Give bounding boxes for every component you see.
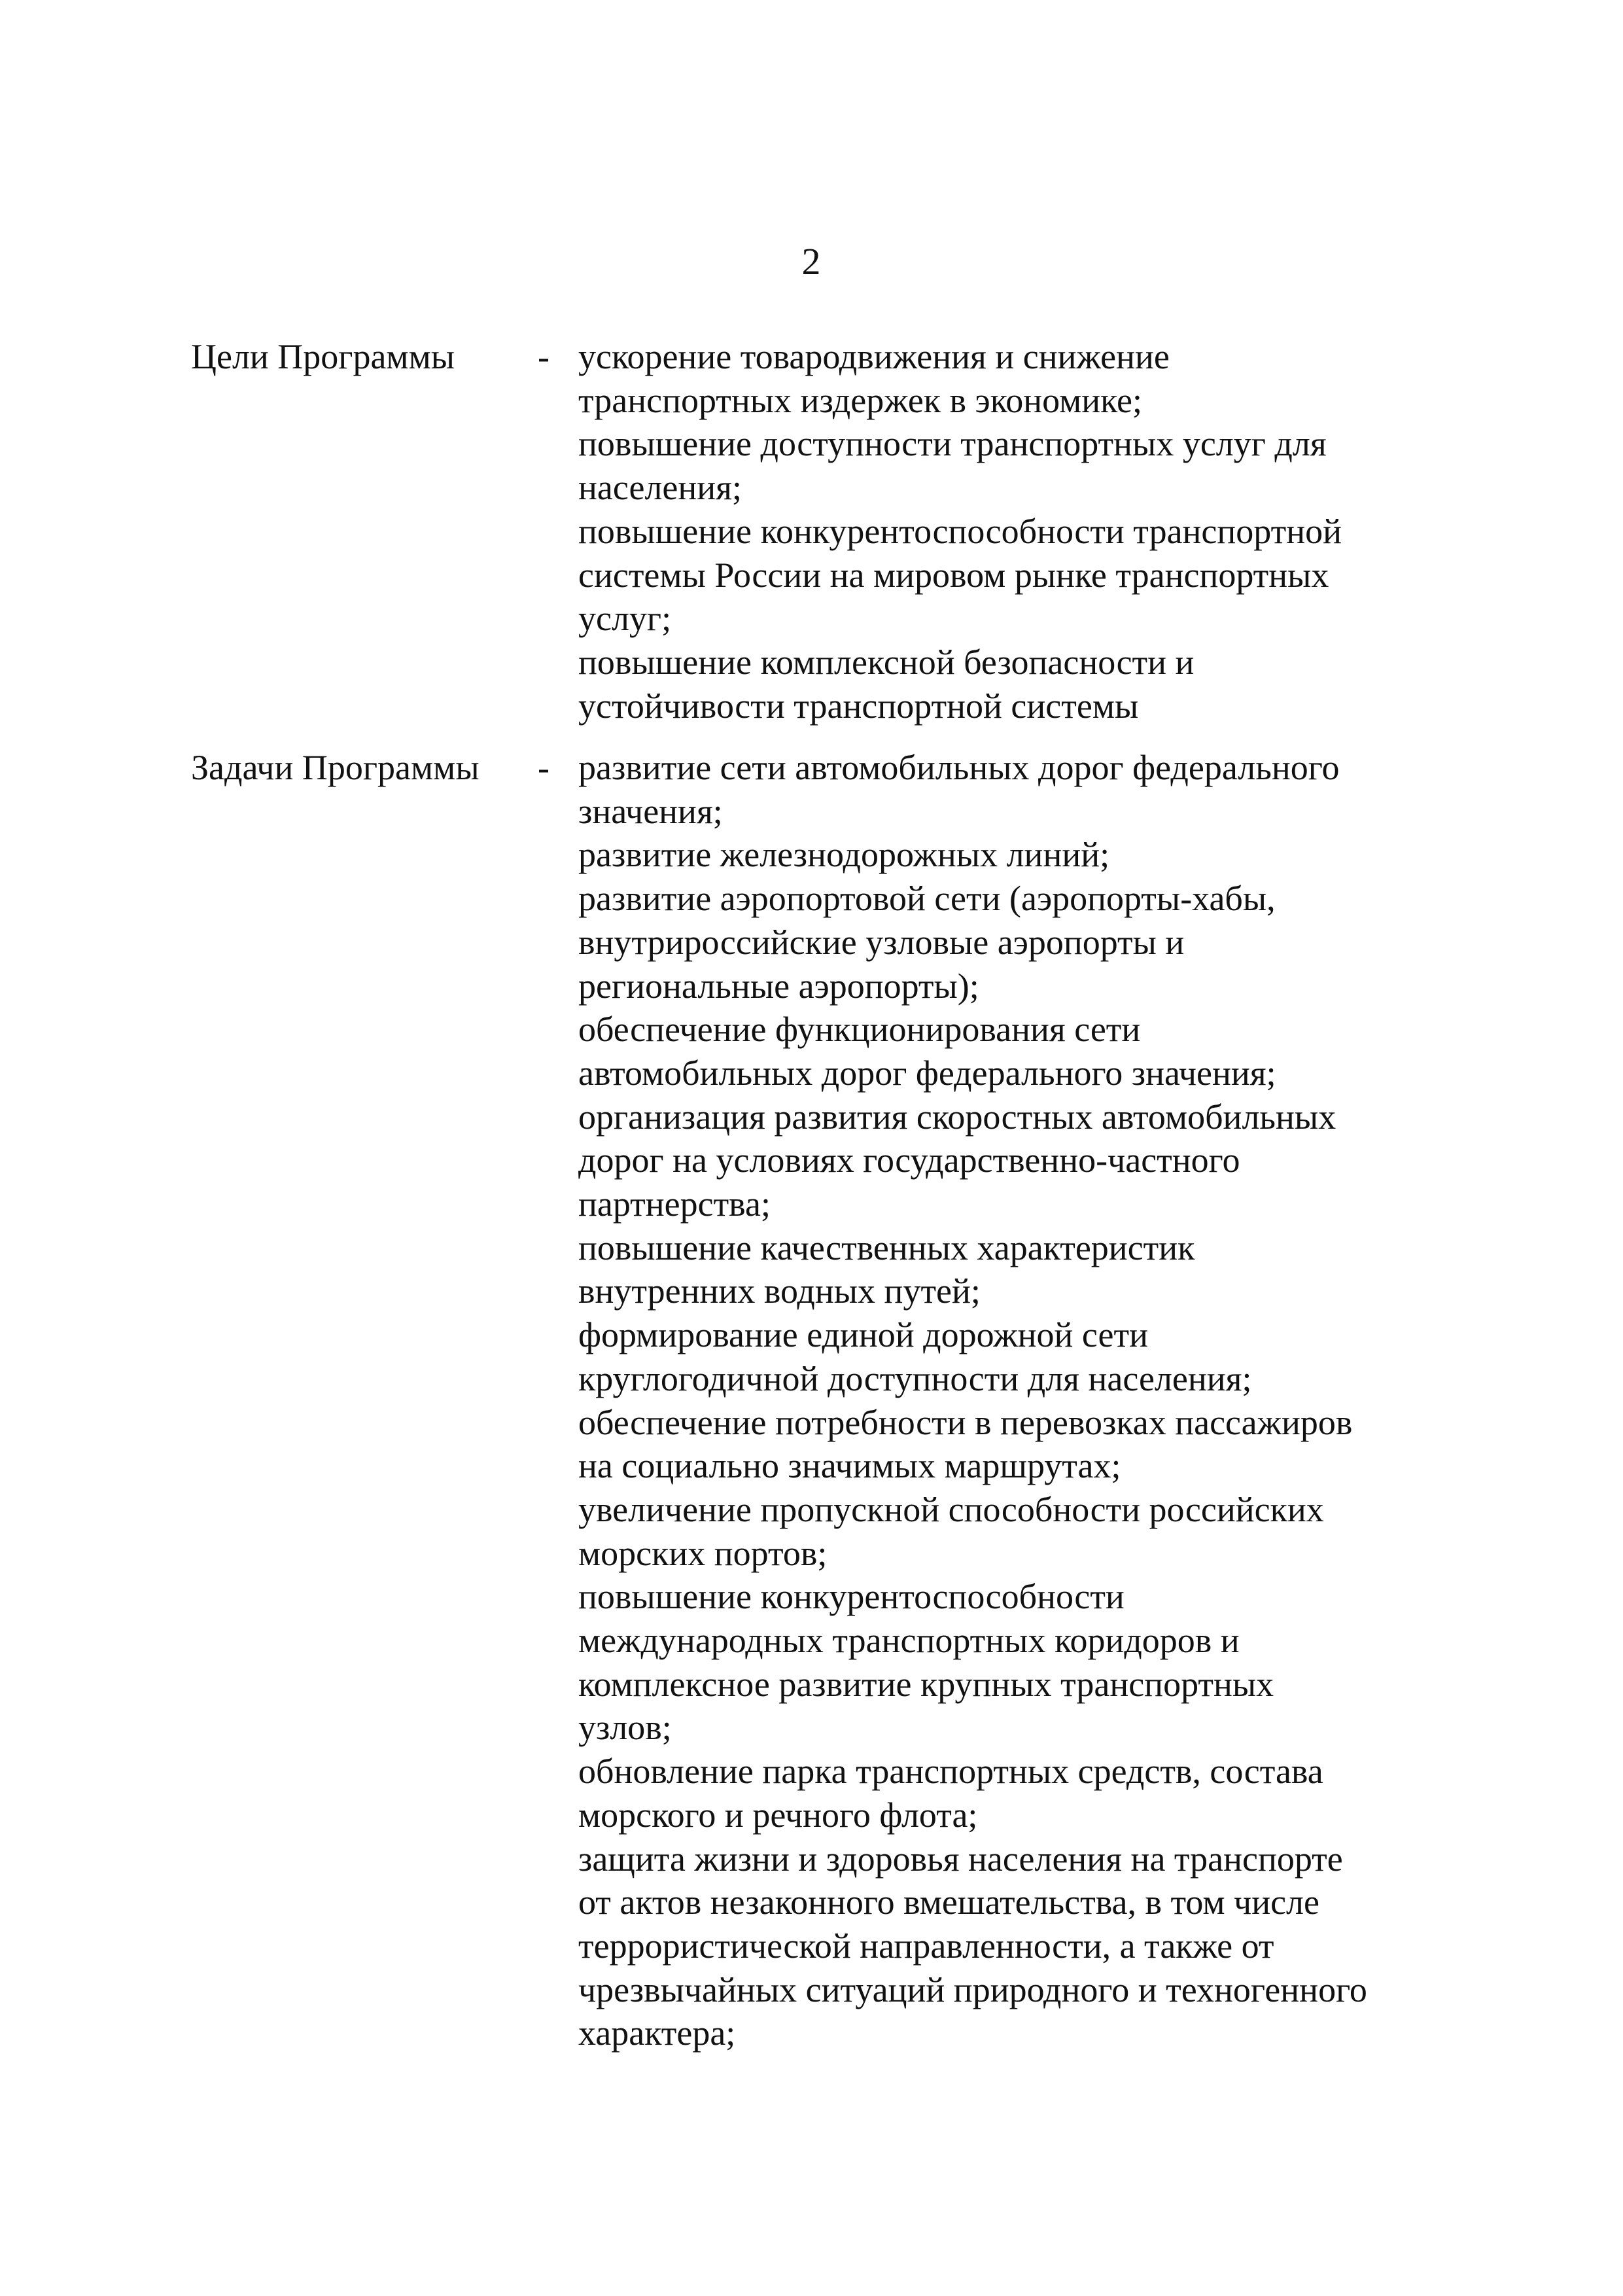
program-goals-label: Цели Программы xyxy=(191,337,455,376)
program-tasks-line: обеспечение функционирования сети xyxy=(578,1010,1141,1050)
program-tasks-line: террористической направленности, а также от xyxy=(578,1926,1274,1966)
program-tasks-line: на социально значимых маршрутах; xyxy=(578,1446,1121,1486)
program-tasks-line: повышение качественных характеристик xyxy=(578,1227,1195,1267)
program-goals-line: ускорение товародвижения и снижение xyxy=(578,337,1170,376)
program-tasks-line: обеспечение потребности в перевозках пассажиров xyxy=(578,1402,1353,1442)
program-tasks-line: увеличение пропускной способности российских xyxy=(578,1489,1324,1529)
program-tasks-line: развитие аэропортовой сети (аэропорты-хабы, xyxy=(578,879,1276,919)
program-goals-text xyxy=(578,335,1494,728)
program-goals-line: повышение комплексной безопасности и xyxy=(578,642,1195,682)
program-tasks-line: от актов незаконного вмешательства, в том числе xyxy=(578,1882,1319,1922)
program-goals-line: устойчивости транспортной системы xyxy=(578,686,1139,726)
program-tasks-text xyxy=(578,746,1494,2055)
page-number: 2 xyxy=(801,240,821,283)
program-tasks-line: узлов; xyxy=(578,1708,672,1748)
program-tasks-line: обновление парка транспортных средств, состава xyxy=(578,1752,1323,1792)
program-goals-line: повышение доступности транспортных услуг для xyxy=(578,424,1327,464)
program-goals-dash: - xyxy=(538,337,550,376)
program-tasks-line: развитие железнодорожных линий; xyxy=(578,835,1110,875)
program-tasks-line: морского и речного флота; xyxy=(578,1795,978,1835)
program-tasks-line: чрезвычайных ситуаций природного и техногенного xyxy=(578,1969,1367,2009)
program-tasks-line: повышение конкурентоспособности xyxy=(578,1577,1125,1617)
program-tasks-line: круглогодичной доступности для населения; xyxy=(578,1358,1252,1398)
program-tasks-line: внутренних водных путей; xyxy=(578,1271,981,1311)
program-goals-line: системы России на мировом рынке транспортных xyxy=(578,555,1329,595)
program-tasks-line: внутрироссийские узловые аэропорты и xyxy=(578,922,1185,962)
program-tasks-dash: - xyxy=(538,748,550,787)
program-tasks-line: автомобильных дорог федерального значения; xyxy=(578,1053,1276,1093)
program-tasks-line: региональные аэропорты); xyxy=(578,966,979,1006)
program-goals-line: услуг; xyxy=(578,599,672,639)
program-tasks-line: партнерства; xyxy=(578,1184,771,1224)
program-tasks-line: международных транспортных коридоров и xyxy=(578,1621,1240,1661)
program-tasks-line: дорог на условиях государственно-частного xyxy=(578,1140,1240,1180)
program-goals-line: транспортных издержек в экономике; xyxy=(578,380,1143,420)
program-tasks-line: развитие сети автомобильных дорог федерального xyxy=(578,748,1340,787)
program-tasks-line: формирование единой дорожной сети xyxy=(578,1315,1149,1355)
program-tasks-line: комплексное развитие крупных транспортных xyxy=(578,1664,1274,1704)
program-tasks-line: организация развития скоростных автомобильных xyxy=(578,1097,1336,1137)
program-goals-line: населения; xyxy=(578,468,742,508)
program-tasks-line: характера; xyxy=(578,2013,736,2053)
program-tasks-line: защита жизни и здоровья населения на транспорте xyxy=(578,1839,1343,1879)
program-tasks-line: морских портов; xyxy=(578,1533,828,1573)
program-goals-line: повышение конкурентоспособности транспортной xyxy=(578,511,1342,551)
program-tasks-line: значения; xyxy=(578,791,723,831)
program-tasks-label: Задачи Программы xyxy=(191,748,480,787)
